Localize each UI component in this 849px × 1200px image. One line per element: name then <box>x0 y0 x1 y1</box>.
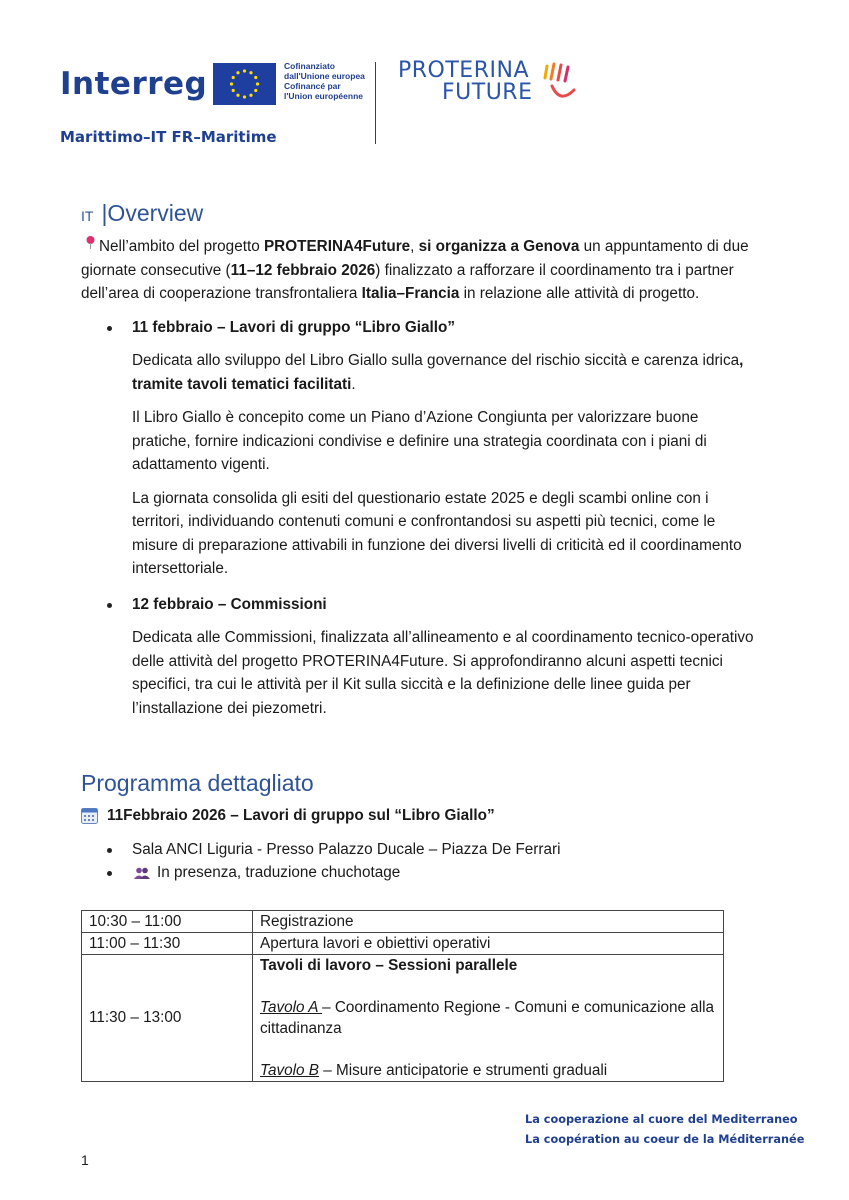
activity-cell: Registrazione <box>253 910 724 932</box>
program-name: Marittimo–IT FR–Maritime <box>60 128 277 146</box>
day2-item <box>81 593 761 721</box>
pin-icon <box>86 236 95 249</box>
calendar-icon <box>81 807 98 824</box>
activity-cell: Apertura lavori e obiettivi operativi <box>253 932 724 954</box>
day2-title: 12 febbraio – Commissioni <box>132 595 327 613</box>
table-row <box>82 910 724 932</box>
overview-heading <box>81 198 761 231</box>
day1-item <box>81 316 761 581</box>
day1-title: 11 febbraio – Lavori di gruppo “Libro Giallo” <box>132 318 455 336</box>
schedule-table <box>81 910 724 1082</box>
days-list <box>81 316 761 721</box>
time-cell: 10:30 – 11:00 <box>82 910 253 932</box>
slogan-it: La cooperazione al cuore del Mediterraneo <box>525 1113 798 1126</box>
intro-text: Nell’ambito del progetto PROTERINA4Future, si organizza a Genova un appuntamento di due giornate consecutive (11–12 febbraio 2026) finalizzato a rafforzare il coordinamento tra i partner dell’area di cooperazione transfrontaliera Italia–Francia in relazione alle attività di progetto. <box>81 238 749 302</box>
intro-paragraph <box>81 235 761 306</box>
location-item: Sala ANCI Liguria - Presso Palazzo Ducale – Piazza De Ferrari <box>81 838 761 862</box>
table-row <box>82 954 724 1081</box>
session-title: Tavoli di lavoro – Sessioni parallele <box>260 956 518 974</box>
day1-paragraph-1: Dedicata allo sviluppo del Libro Giallo sulla governance del rischio siccità e carenza idrica, tramite tavoli tematici facilitati. <box>132 352 744 393</box>
eu-cofinancing-text: Cofinanziato dall'Unione europea Cofinancé par l'Union européenne <box>284 61 365 101</box>
logo-line-2: FUTURE <box>442 80 533 105</box>
footer-slogan <box>525 1110 804 1150</box>
logo-rain-icon <box>542 60 582 106</box>
activity-cell <box>253 954 724 1081</box>
day2-paragraph: Dedicata alle Commissioni, finalizzata all’allineamento e al coordinamento tecnico-operativo delle attività del progetto PROTERINA4Future. Si approfondiranno alcuni aspetti tecnici specifici, tra cui le attività per il Kit sulla siccità e la definizione delle linee guida per l’installazione dei piezometri. <box>132 629 754 717</box>
presence-item: In presenza, traduzione chuchotage <box>81 861 761 885</box>
page-number: 1 <box>81 1152 89 1168</box>
proterina-logo <box>398 60 532 104</box>
time-cell: 11:30 – 13:00 <box>82 954 253 1081</box>
header-divider <box>375 62 376 144</box>
table-row <box>82 932 724 954</box>
logo-line-1: PROTERINA <box>398 58 529 83</box>
time-cell: 11:00 – 11:30 <box>82 932 253 954</box>
eu-flag-icon <box>213 63 276 105</box>
day1-paragraph-2: Il Libro Giallo è concepito come un Piano d’Azione Congiunta per valorizzare buone pratiche, fornire indicazioni condivise e definire una strategia coordinata con i piani di adattamento vigenti. <box>132 409 707 473</box>
overview-title: |Overview <box>101 200 204 226</box>
language-tag: IT <box>81 208 94 224</box>
schedule-day-title: 11Febbraio 2026 – Lavori di gruppo sul “Libro Giallo” <box>81 804 761 828</box>
tavolo-b: Tavolo B – Misure anticipatorie e strumenti graduali <box>260 1061 608 1079</box>
event-info-list <box>81 838 761 885</box>
people-icon <box>134 867 150 879</box>
tavolo-a: Tavolo A – Coordinamento Regione - Comuni e comunicazione alla cittadinanza <box>260 998 715 1037</box>
document-body <box>81 198 761 1082</box>
interreg-logo: Interreg <box>60 66 208 102</box>
day1-paragraph-3: La giornata consolida gli esiti del questionario estate 2025 e degli scambi online con i territori, individuando contenuti comuni e confrontandosi su aspetti più tecnici, come le misure di preparazione attivabili in funzione dei diversi livelli di criticità ed il coordinamento intersettoriale. <box>132 489 742 577</box>
slogan-fr: La coopération au coeur de la Méditerranée <box>525 1133 805 1146</box>
programma-heading: Programma dettagliato <box>81 770 314 796</box>
page-header <box>0 0 849 160</box>
